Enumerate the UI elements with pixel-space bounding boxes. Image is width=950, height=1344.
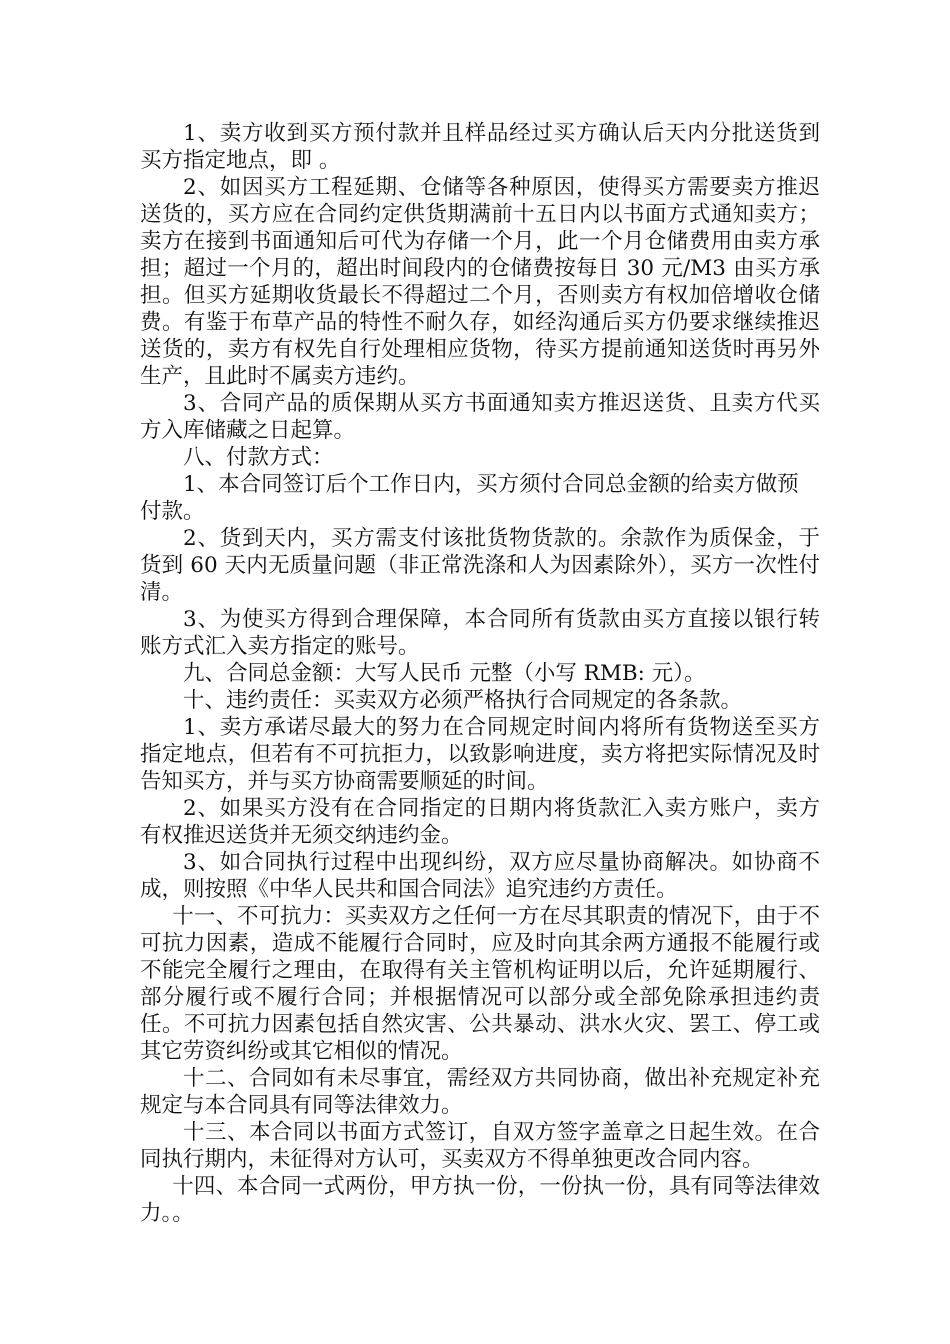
section-heading-payment: 八、付款方式： bbox=[183, 445, 334, 470]
clause-delivery-2: 2、如因买方工程延期、仓储等各种原因，使得买方需要卖方推迟送货的，买方应在合同约定供货期满前十五日内以书面方式通知卖方；卖方在接到书面通知后可代为存储一个月，此一个月仓储费用由卖方承担；超过一个月的，超出时间段内的仓储费按每日 30 元/M3 由买方承担。但买方延期收货最长不得超过二个月，否则卖方有权加倍增收仓储费。有鉴于布草产品的特性不耐久存，如经沟通后买方仍要求继续推迟送货的，卖方有权先自行处理相应货物，待买方提前通知送货时再另外生产，且此时不属卖方违约。 bbox=[140, 175, 820, 389]
section-force-majeure: 十一、不可抗力：买卖双方之任何一方在尽其职责的情况下，由于不可抗力因素，造成不能履行合同时，应及时向其余两方通报不能履行或不能完全履行之理由，在取得有关主管机构证明以后，允许延期履行、部分履行或不履行合同；并根据情况可以部分或全部免除承担违约责任。不可抗力因素包括自然灾害、公共暴动、洪水火灾、罢工、停工或其它劳资纠纷或其它相似的情况。 bbox=[140, 904, 820, 1064]
clause-delivery-1: 1、卖方收到买方预付款并且样品经过买方确认后天内分批送货到买方指定地点，即 。 bbox=[140, 121, 820, 173]
clause-breach-3: 3、如合同执行过程中出现纠纷，双方应尽量协商解决。如协商不成，则按照《中华人民共和国合同法》追究违约方责任。 bbox=[140, 850, 820, 902]
clause-breach-2: 2、如果买方没有在合同指定的日期内将货款汇入卖方账户，卖方有权推迟送货并无须交纳违约金。 bbox=[140, 796, 820, 848]
clause-breach-1: 1、卖方承诺尽最大的努力在合同规定时间内将所有货物送至买方指定地点，但若有不可抗拒力，以致影响进度，卖方将把实际情况及时告知买方，并与买方协商需要顺延的时间。 bbox=[140, 715, 820, 794]
clause-payment-2: 2、货到天内，买方需支付该批货物货款的。余款作为质保金，于货到 60 天内无质量问题（非正常洗涤和人为因素除外），买方一次性付清。 bbox=[140, 526, 820, 605]
clause-payment-3: 3、为使买方得到合理保障，本合同所有货款由买方直接以银行转账方式汇入卖方指定的账号。 bbox=[140, 607, 820, 659]
section-effectiveness: 十三、本合同以书面方式签订，自双方签字盖章之日起生效。在合同执行期内，未征得对方认可，买卖双方不得单独更改合同内容。 bbox=[140, 1120, 820, 1172]
clause-payment-1-continued: 付款。 bbox=[140, 499, 205, 524]
clause-delivery-3: 3、合同产品的质保期从买方书面通知卖方推迟送货、且卖方代买方入库储藏之日起算。 bbox=[140, 391, 820, 443]
section-supplementary: 十二、合同如有未尽事宜，需经双方共同协商，做出补充规定补充规定与本合同具有同等法律效力。 bbox=[140, 1066, 820, 1118]
clause-payment-1: 1、本合同签订后个工作日内，买方须付合同总金额的给卖方做预 bbox=[183, 472, 799, 497]
section-copies: 十四、本合同一式两份，甲方执一份，一份执一份，具有同等法律效力。。 bbox=[140, 1174, 820, 1226]
document-body bbox=[140, 120, 820, 1227]
section-total-amount: 九、合同总金额：大写人民币 元整（小写 RMB: 元）。 bbox=[183, 661, 706, 686]
section-heading-breach: 十、违约责任：买卖双方必须严格执行合同规定的各条款。 bbox=[183, 688, 743, 713]
